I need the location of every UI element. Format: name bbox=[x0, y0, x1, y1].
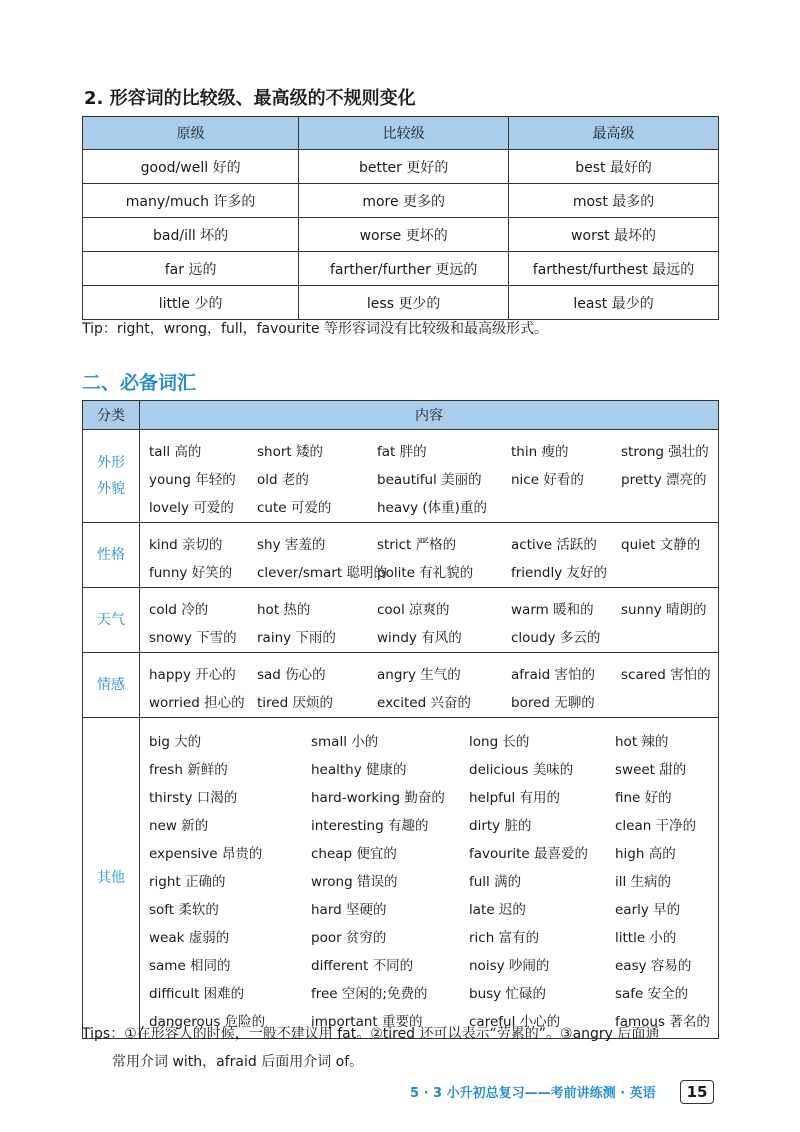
category-label: 性格 bbox=[96, 547, 125, 563]
vocab-word: expensive 昂贵的 bbox=[149, 846, 263, 862]
tips-line: 常用介词 with，afraid 后面用介词 of。 bbox=[112, 1054, 364, 1070]
vocab-word: full 满的 bbox=[469, 874, 522, 890]
word-row bbox=[141, 808, 717, 836]
vocab-word: bored 无聊的 bbox=[511, 695, 595, 711]
word-row bbox=[141, 462, 717, 490]
vocab-word: happy 开心的 bbox=[149, 667, 236, 683]
words-cell bbox=[140, 718, 719, 1039]
category-label: 其他 bbox=[96, 870, 125, 886]
word-row bbox=[141, 555, 717, 583]
words-cell bbox=[140, 588, 719, 653]
tip-note: Tip：right，wrong，full，favourite 等形容词没有比较级和最高级形式。 bbox=[82, 321, 549, 337]
page-number: 15 bbox=[680, 1080, 714, 1104]
vocab-word: angry 生气的 bbox=[377, 667, 461, 683]
vocab-word: worried 担心的 bbox=[149, 695, 245, 711]
vocab-word: afraid 害怕的 bbox=[511, 667, 595, 683]
vocab-word: hot 辣的 bbox=[615, 734, 669, 750]
table-cell: far 远的 bbox=[83, 252, 299, 286]
table-cell: better 更好的 bbox=[299, 150, 509, 184]
vocab-word: cheap 便宜的 bbox=[311, 846, 397, 862]
word-row bbox=[141, 657, 717, 685]
category-cell bbox=[83, 588, 140, 653]
vocab-word: healthy 健康的 bbox=[311, 762, 407, 778]
header-positive: 原级 bbox=[83, 117, 299, 150]
word-row bbox=[141, 892, 717, 920]
vocab-word: snowy 下雪的 bbox=[149, 630, 237, 646]
vocab-word: clever/smart 聪明的 bbox=[257, 565, 387, 581]
vocab-word: big 大的 bbox=[149, 734, 202, 750]
vocab-word: shy 害羞的 bbox=[257, 537, 326, 553]
vocab-word: heavy (体重)重的 bbox=[377, 500, 487, 516]
vocab-word: lovely 可爱的 bbox=[149, 500, 234, 516]
word-row bbox=[141, 920, 717, 948]
vocab-word: fine 好的 bbox=[615, 790, 672, 806]
header-content: 内容 bbox=[140, 401, 719, 430]
table-row bbox=[83, 150, 719, 184]
vocab-group-row bbox=[83, 430, 719, 523]
vocab-word: weak 虚弱的 bbox=[149, 930, 230, 946]
vocab-word: busy 忙碌的 bbox=[469, 986, 546, 1002]
vocab-word: hard 坚硬的 bbox=[311, 902, 387, 918]
table-row bbox=[83, 184, 719, 218]
vocab-word: wrong 错误的 bbox=[311, 874, 398, 890]
vocab-group-row bbox=[83, 588, 719, 653]
word-row bbox=[141, 836, 717, 864]
category-cell bbox=[83, 718, 140, 1039]
vocab-word: fresh 新鲜的 bbox=[149, 762, 228, 778]
vocab-word: early 早的 bbox=[615, 902, 681, 918]
tips-line: Tips：①在形容人的时候，一般不建议用 fat。②tired 还可以表示“劳累的”。③angry 后面通 bbox=[82, 1026, 660, 1042]
vocab-word: cold 冷的 bbox=[149, 602, 209, 618]
category-cell bbox=[83, 523, 140, 588]
vocab-word: hot 热的 bbox=[257, 602, 311, 618]
vocabulary-table bbox=[82, 400, 719, 1039]
vocab-word: difficult 困难的 bbox=[149, 986, 245, 1002]
vocab-word: right 正确的 bbox=[149, 874, 226, 890]
vocab-group-row bbox=[83, 718, 719, 1039]
vocab-word: delicious 美味的 bbox=[469, 762, 574, 778]
word-row bbox=[141, 948, 717, 976]
vocab-word: funny 好笑的 bbox=[149, 565, 233, 581]
vocab-word: famous 著名的 bbox=[615, 1014, 710, 1030]
table-row bbox=[83, 252, 719, 286]
vocab-word: strong 强壮的 bbox=[621, 444, 709, 460]
vocab-group-row bbox=[83, 653, 719, 718]
vocab-word: late 迟的 bbox=[469, 902, 526, 918]
vocab-word: high 高的 bbox=[615, 846, 676, 862]
vocab-word: short 矮的 bbox=[257, 444, 323, 460]
vocab-word: poor 贫穷的 bbox=[311, 930, 387, 946]
word-row bbox=[141, 620, 717, 648]
vocab-word: free 空闲的;免费的 bbox=[311, 986, 428, 1002]
vocab-word: active 活跃的 bbox=[511, 537, 597, 553]
vocab-word: strict 严格的 bbox=[377, 537, 457, 553]
vocab-word: cool 凉爽的 bbox=[377, 602, 450, 618]
vocab-word: different 不同的 bbox=[311, 958, 414, 974]
header-comparative: 比较级 bbox=[299, 117, 509, 150]
table-cell: worse 更坏的 bbox=[299, 218, 509, 252]
vocab-word: fat 胖的 bbox=[377, 444, 427, 460]
category-label: 情感 bbox=[96, 677, 125, 693]
vocab-word: ill 生病的 bbox=[615, 874, 672, 890]
vocab-word: careful 小心的 bbox=[469, 1014, 561, 1030]
table-cell: farther/further 更远的 bbox=[299, 252, 509, 286]
vocab-word: small 小的 bbox=[311, 734, 379, 750]
vocab-word: easy 容易的 bbox=[615, 958, 692, 974]
section-heading-vocabulary: 二、必备词汇 bbox=[82, 372, 197, 394]
vocab-word: warm 暖和的 bbox=[511, 602, 594, 618]
table-cell: least 最少的 bbox=[509, 286, 719, 320]
table-header-row bbox=[83, 401, 719, 430]
vocab-word: tall 高的 bbox=[149, 444, 202, 460]
word-row bbox=[141, 490, 717, 518]
table-cell: worst 最坏的 bbox=[509, 218, 719, 252]
table-cell: many/much 许多的 bbox=[83, 184, 299, 218]
table-row bbox=[83, 218, 719, 252]
vocab-word: hard-working 勤奋的 bbox=[311, 790, 445, 806]
tips-notes bbox=[82, 1020, 722, 1076]
vocab-word: favourite 最喜爱的 bbox=[469, 846, 589, 862]
category-label: 外形外貌 bbox=[96, 455, 125, 497]
vocab-word: soft 柔软的 bbox=[149, 902, 219, 918]
words-cell bbox=[140, 523, 719, 588]
word-row bbox=[141, 864, 717, 892]
vocab-group-row bbox=[83, 523, 719, 588]
vocab-word: dangerous 危险的 bbox=[149, 1014, 266, 1030]
vocab-word: new 新的 bbox=[149, 818, 209, 834]
vocab-word: cloudy 多云的 bbox=[511, 630, 601, 646]
vocab-word: safe 安全的 bbox=[615, 986, 689, 1002]
category-cell bbox=[83, 430, 140, 523]
vocab-word: cute 可爱的 bbox=[257, 500, 332, 516]
vocab-word: same 相同的 bbox=[149, 958, 231, 974]
word-row bbox=[141, 752, 717, 780]
word-row bbox=[141, 527, 717, 555]
vocab-word: helpful 有用的 bbox=[469, 790, 561, 806]
table-header-row bbox=[83, 117, 719, 150]
vocab-word: excited 兴奋的 bbox=[377, 695, 471, 711]
vocab-word: sunny 晴朗的 bbox=[621, 602, 707, 618]
vocab-word: sad 伤心的 bbox=[257, 667, 326, 683]
vocab-word: thin 瘦的 bbox=[511, 444, 569, 460]
vocab-word: pretty 漂亮的 bbox=[621, 472, 707, 488]
vocab-word: beautiful 美丽的 bbox=[377, 472, 482, 488]
table-cell: farthest/furthest 最远的 bbox=[509, 252, 719, 286]
section-heading-irregular: 2. 形容词的比较级、最高级的不规则变化 bbox=[84, 88, 416, 109]
vocab-word: noisy 吵闹的 bbox=[469, 958, 550, 974]
word-row bbox=[141, 434, 717, 462]
table-cell: most 最多的 bbox=[509, 184, 719, 218]
vocab-word: polite 有礼貌的 bbox=[377, 565, 474, 581]
vocab-word: young 年轻的 bbox=[149, 472, 236, 488]
vocab-word: nice 好看的 bbox=[511, 472, 584, 488]
vocab-word: tired 厌烦的 bbox=[257, 695, 333, 711]
vocab-word: thirsty 口渴的 bbox=[149, 790, 238, 806]
vocab-word: rainy 下雨的 bbox=[257, 630, 336, 646]
table-cell: less 更少的 bbox=[299, 286, 509, 320]
vocab-word: little 小的 bbox=[615, 930, 677, 946]
vocab-word: sweet 甜的 bbox=[615, 762, 687, 778]
table-cell: bad/ill 坏的 bbox=[83, 218, 299, 252]
vocab-word: interesting 有趣的 bbox=[311, 818, 429, 834]
vocab-word: friendly 友好的 bbox=[511, 565, 608, 581]
vocab-word: windy 有风的 bbox=[377, 630, 462, 646]
table-cell: more 更多的 bbox=[299, 184, 509, 218]
word-row bbox=[141, 780, 717, 808]
vocab-word: quiet 文静的 bbox=[621, 537, 701, 553]
table-row bbox=[83, 286, 719, 320]
irregular-comparison-table bbox=[82, 116, 719, 320]
words-cell bbox=[140, 653, 719, 718]
word-row bbox=[141, 724, 717, 752]
table-cell: good/well 好的 bbox=[83, 150, 299, 184]
book-title-footer: 5 · 3 小升初总复习——考前讲练测 · 英语 bbox=[410, 1086, 656, 1101]
header-category: 分类 bbox=[83, 401, 140, 430]
header-superlative: 最高级 bbox=[509, 117, 719, 150]
vocab-word: important 重要的 bbox=[311, 1014, 423, 1030]
vocab-word: kind 亲切的 bbox=[149, 537, 223, 553]
vocab-word: rich 富有的 bbox=[469, 930, 540, 946]
vocab-word: long 长的 bbox=[469, 734, 530, 750]
category-cell bbox=[83, 653, 140, 718]
vocab-word: old 老的 bbox=[257, 472, 309, 488]
word-row bbox=[141, 685, 717, 713]
word-row bbox=[141, 592, 717, 620]
vocab-word: scared 害怕的 bbox=[621, 667, 711, 683]
table-cell: best 最好的 bbox=[509, 150, 719, 184]
word-row bbox=[141, 976, 717, 1004]
words-cell bbox=[140, 430, 719, 523]
vocab-word: clean 干净的 bbox=[615, 818, 697, 834]
category-label: 天气 bbox=[96, 612, 125, 628]
table-cell: little 少的 bbox=[83, 286, 299, 320]
vocab-word: dirty 脏的 bbox=[469, 818, 532, 834]
